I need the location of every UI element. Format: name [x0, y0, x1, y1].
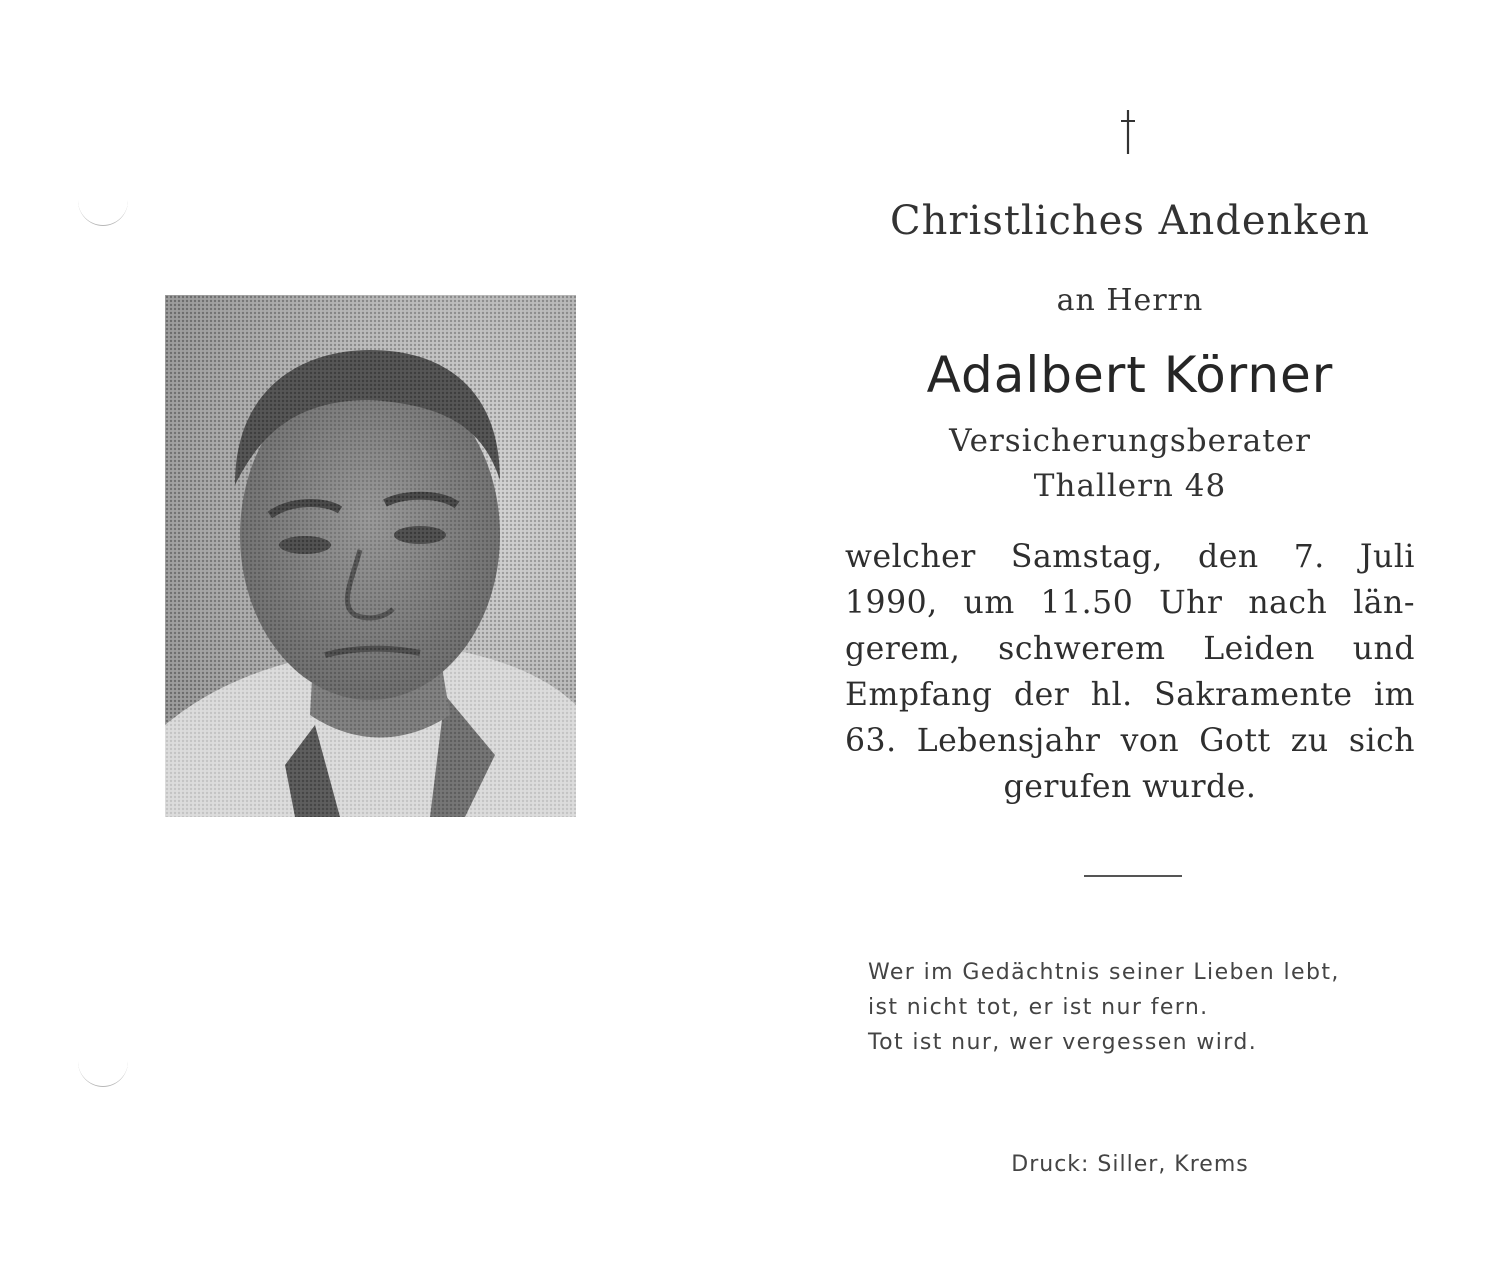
notice-line: gerem, schwerem Leiden und [845, 631, 1415, 667]
divider-rule [1084, 875, 1182, 877]
memorial-quote [868, 955, 1408, 1060]
portrait-photo [165, 295, 576, 817]
printer-credit: Druck: Siller, Krems [1011, 1152, 1249, 1177]
punch-hole-mark-bottom [78, 1036, 128, 1087]
death-notice-text [845, 534, 1415, 810]
punch-hole-mark-top [78, 175, 128, 226]
address: Thallern 48 [1033, 468, 1227, 504]
salutation: an Herrn [1056, 283, 1204, 318]
latin-cross-icon [1118, 108, 1138, 156]
notice-line: 63. Lebensjahr von Gott zu sich [845, 723, 1415, 759]
deceased-name: Adalbert Körner [926, 346, 1334, 404]
card-heading: Christliches Andenken [890, 198, 1370, 244]
notice-line: Empfang der hl. Sakramente im [845, 677, 1415, 713]
quote-line: Wer im Gedächtnis seiner Lieben lebt, [868, 960, 1340, 985]
notice-line: gerufen wurde. [1003, 769, 1257, 805]
notice-line: welcher Samstag, den 7. Juli [845, 539, 1415, 575]
notice-line: 1990, um 11.50 Uhr nach län- [845, 585, 1415, 621]
quote-line: Tot ist nur, wer vergessen wird. [868, 1030, 1258, 1055]
quote-line: ist nicht tot, er ist nur fern. [868, 995, 1209, 1020]
profession: Versicherungsberater [949, 423, 1311, 459]
